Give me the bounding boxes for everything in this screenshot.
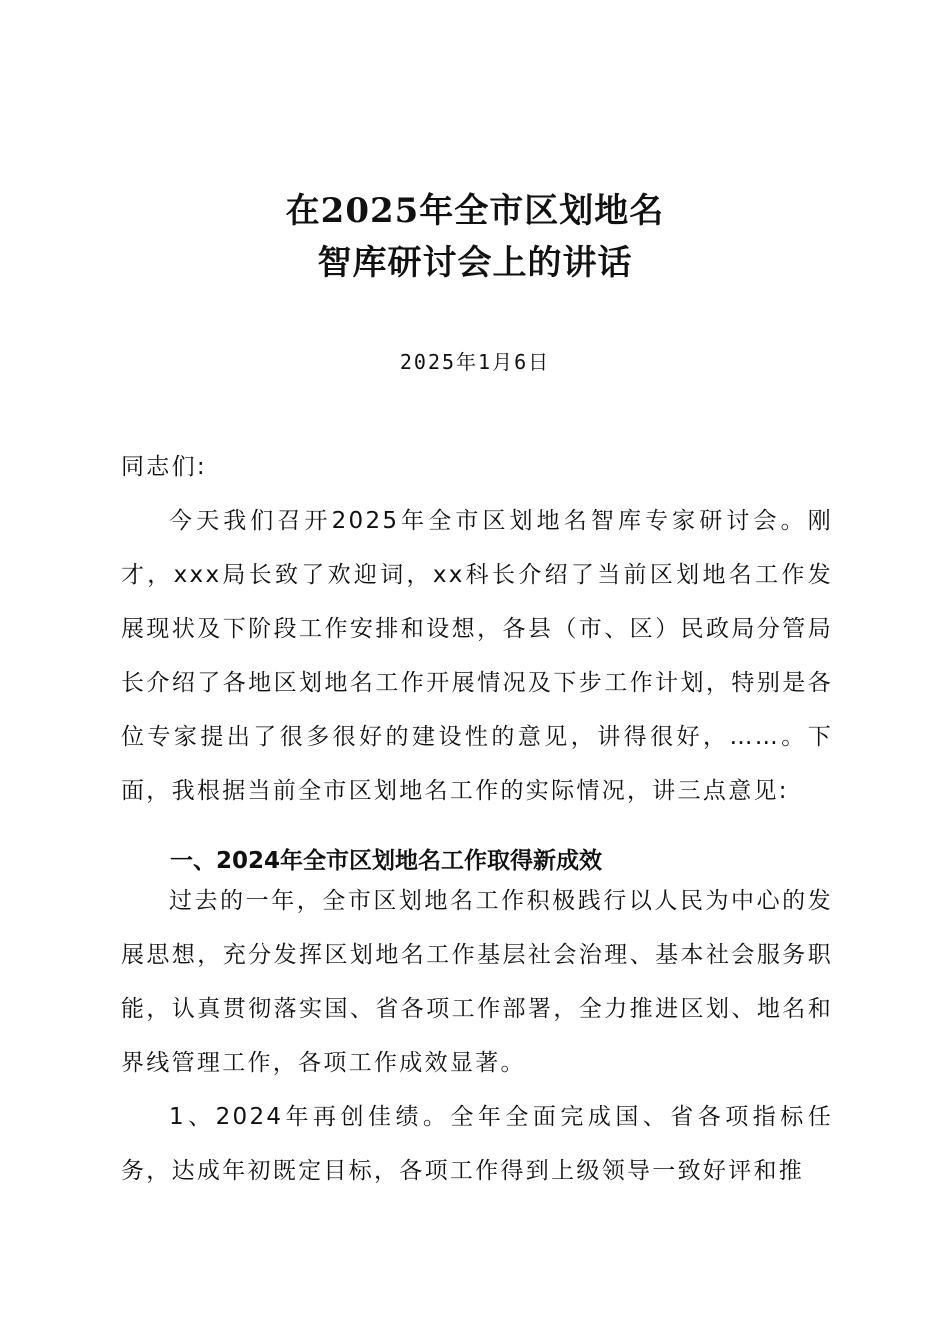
intro-paragraph: 今天我们召开2025年全市区划地名智库专家研讨会。刚才，xxx局长致了欢迎词，xx科长介绍了当前区划地名工作发展现状及下阶段工作安排和设想，各县（市、区）民政局分管局长介绍了各地区划地名工作开展情况及下步工作计划，特别是各位专家提出了很多很好的建设性的意见，讲得很好，……。下面，我根据当前全市区划地名工作的实际情况，讲三点意见: <box>121 508 833 804</box>
section-1-heading: 一、2024年全市区划地名工作取得新成效 <box>170 848 603 874</box>
document-title-line-2: 智库研讨会上的讲话 <box>317 243 633 283</box>
point-1-paragraph: 1、2024年再创佳绩。全年全面完成国、省各项指标任务，达成年初既定目标，各项工作得到上级领导一致好评和推 <box>121 1104 833 1184</box>
greeting: 同志们: <box>121 454 207 480</box>
section-1-paragraph: 过去的一年，全市区划地名工作积极践行以人民为中心的发展思想，充分发挥区划地名工作基层社会治理、基本社会服务职能，认真贯彻落实国、省各项工作部署，全力推进区划、地名和界线管理工作，各项工作成效显著。 <box>121 888 833 1076</box>
document-title-line-1: 在2025年全市区划地名 <box>285 191 665 231</box>
document-date: 2025年1月6日 <box>399 350 551 374</box>
